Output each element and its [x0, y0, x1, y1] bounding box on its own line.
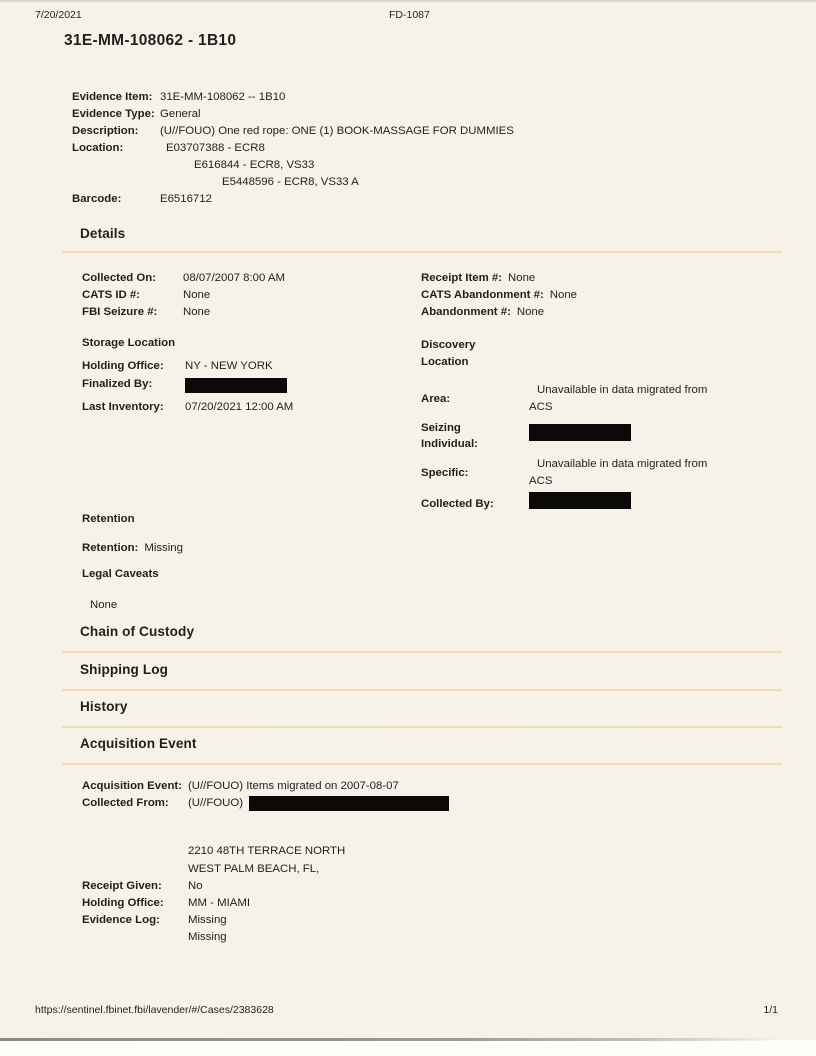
field-label: Evidence Log:	[82, 914, 160, 926]
field-label: Barcode:	[72, 193, 122, 205]
legal-caveats-value: None	[90, 599, 118, 611]
field-label: Receipt Item #:	[421, 272, 503, 284]
field-row	[421, 418, 751, 453]
field-value: (U//FOUO) One red rope: ONE (1) BOOK-MASSAGE FOR DUMMIES	[160, 125, 514, 137]
field-label: Area:	[421, 392, 451, 405]
field-value: Unavailable in data migrated from ACS	[529, 383, 708, 413]
section-divider	[62, 726, 782, 728]
field-label	[421, 420, 529, 452]
field-value: (U//FOUO) Items migrated on 2007-08-07	[188, 780, 399, 792]
field-row	[421, 287, 761, 304]
field-label: Holding Office:	[82, 360, 164, 372]
field-value: Missing	[144, 542, 183, 554]
location-entry: E616844 - ECR8, VS33	[194, 159, 315, 171]
address-line: WEST PALM BEACH, FL,	[188, 862, 320, 875]
field-label: Evidence Type:	[72, 108, 155, 120]
redaction-bar	[529, 424, 631, 441]
redaction-bar	[185, 378, 287, 393]
acquisition-detail-rows	[82, 878, 482, 946]
location-entry: E5448596 - ECR8, VS33 A	[222, 176, 359, 188]
section-divider	[62, 251, 782, 253]
form-number: FD-1087	[389, 9, 430, 21]
discovery-rows	[421, 381, 751, 515]
field-value: None	[183, 289, 211, 301]
barcode-value: E6516712	[160, 193, 212, 205]
field-label: Specific:	[421, 466, 469, 479]
field-value: None	[508, 272, 536, 284]
section-divider	[62, 689, 782, 691]
field-label: FBI Seizure #:	[82, 306, 158, 318]
storage-location-block	[82, 358, 412, 417]
field-row	[421, 455, 751, 490]
field-value: MM - MIAMI	[188, 897, 251, 909]
acquisition-event-block	[82, 778, 642, 812]
field-label: CATS ID #:	[82, 289, 141, 301]
field-value: 31E-MM-108062 -- 1B10	[160, 91, 286, 103]
details-right-column	[421, 270, 761, 321]
location-entry: E03707388 - ECR8	[166, 142, 265, 154]
scan-edge-bottom	[0, 1038, 816, 1041]
section-heading-history: History	[80, 699, 128, 714]
section-heading-details: Details	[80, 226, 126, 241]
field-value: No	[188, 880, 203, 892]
footer-url: https://sentinel.fbinet.fbi/lavender/#/Cases/2383628	[35, 1004, 274, 1016]
field-value: Missing	[188, 914, 227, 926]
field-value: NY - NEW YORK	[185, 360, 273, 372]
field-value-redacted	[529, 424, 631, 447]
field-value: Unavailable in data migrated from ACS	[529, 457, 708, 487]
field-label: Receipt Given:	[82, 880, 162, 892]
field-label	[82, 929, 188, 946]
storage-location-heading: Storage Location	[82, 337, 176, 349]
field-value-redacted	[529, 492, 631, 515]
address-line: 2210 48TH TERRACE NORTH	[188, 845, 346, 857]
field-label: Collected By:	[421, 497, 494, 510]
field-label: Collected From:	[82, 797, 169, 809]
field-row	[421, 270, 761, 287]
discovery-location-heading: Discovery Location	[421, 339, 476, 368]
field-value: None	[516, 306, 545, 318]
field-label: Last Inventory:	[82, 401, 164, 413]
section-heading-shipping-log: Shipping Log	[80, 662, 169, 677]
field-label: Acquisition Event:	[82, 780, 182, 792]
field-label: Abandonment #:	[421, 306, 511, 318]
field-label: CATS Abandonment #:	[421, 289, 544, 301]
field-value: 08/07/2007 8:00 AM	[183, 272, 285, 284]
field-label: Holding Office:	[82, 897, 164, 909]
collected-from-address	[188, 843, 345, 878]
field-label: Description:	[72, 125, 139, 137]
discovery-location-block	[421, 337, 751, 517]
retention-heading: Retention	[82, 513, 135, 525]
section-heading-chain-of-custody: Chain of Custody	[80, 624, 195, 639]
field-value-redacted	[188, 795, 642, 812]
field-row	[421, 381, 751, 416]
field-label: Evidence Item:	[72, 91, 153, 103]
field-value-redacted	[185, 376, 412, 400]
section-divider	[62, 763, 782, 765]
field-value: None	[549, 289, 577, 301]
print-date: 7/20/2021	[35, 9, 82, 21]
page-title: 31E-MM-108062 - 1B10	[64, 32, 237, 49]
field-label: Location:	[72, 142, 124, 154]
field-value: 07/20/2021 12:00 AM	[185, 401, 294, 413]
footer-page-number: 1/1	[763, 1004, 778, 1016]
field-row	[421, 304, 761, 321]
scan-edge-top	[0, 0, 816, 3]
legal-caveats-heading: Legal Caveats	[82, 568, 159, 580]
field-label: Collected On:	[82, 272, 157, 284]
field-value: General	[160, 108, 201, 120]
field-label: Finalized By:	[82, 377, 153, 390]
field-value: None	[183, 306, 211, 318]
classification-prefix: (U//FOUO)	[188, 797, 244, 809]
section-divider	[62, 651, 782, 653]
evidence-summary	[72, 89, 514, 208]
redaction-bar	[529, 492, 631, 509]
redaction-bar	[249, 796, 449, 811]
details-left-column	[82, 270, 412, 321]
field-label: Retention:	[82, 542, 139, 554]
section-heading-acquisition-event: Acquisition Event	[80, 736, 197, 751]
location-list	[160, 140, 514, 191]
field-label-text: Seizing Individual:	[421, 421, 478, 450]
retention-row	[82, 540, 183, 557]
field-value: Missing	[188, 931, 227, 943]
field-row	[421, 492, 751, 515]
